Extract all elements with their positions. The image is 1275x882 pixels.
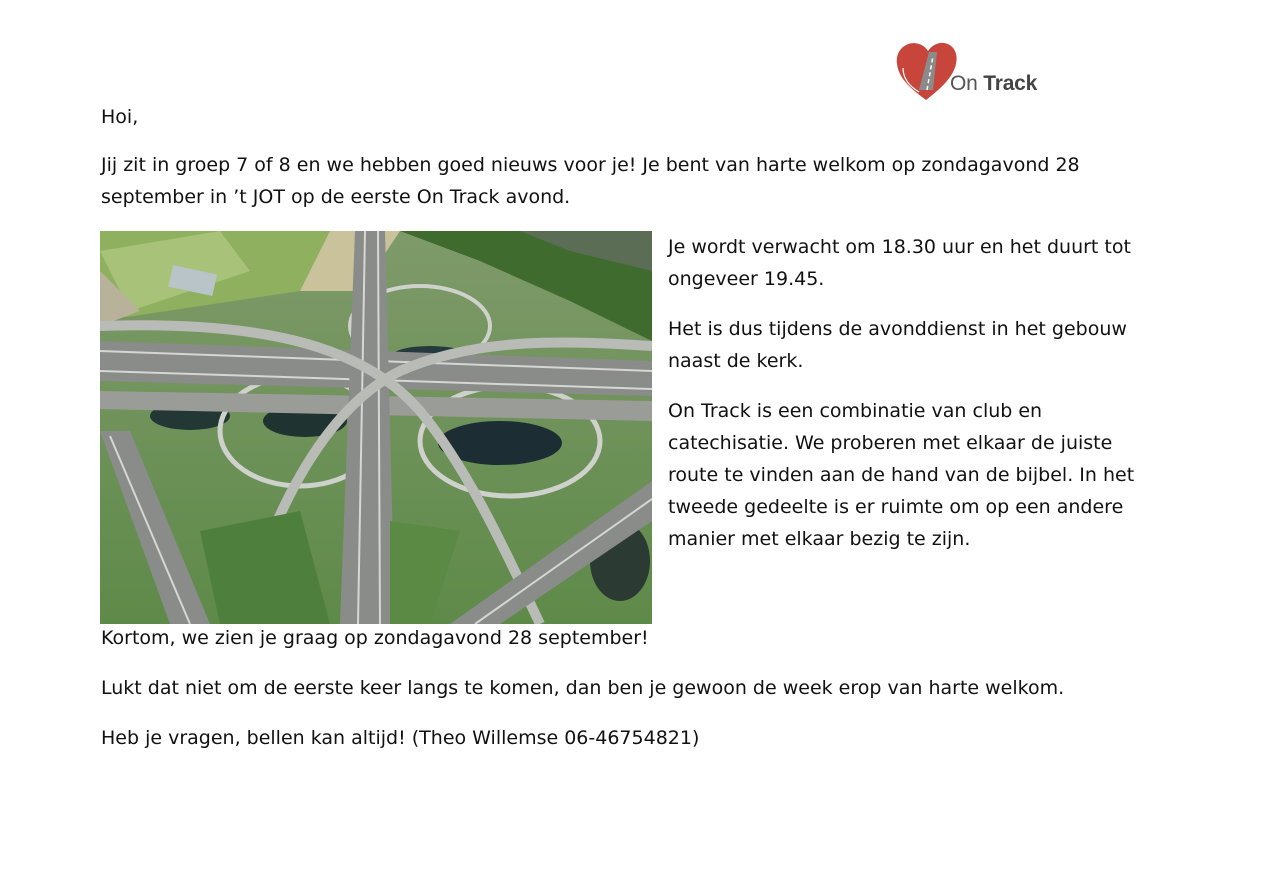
- intro-line-2: september in ’t JOT op de eerste On Track avond.: [101, 186, 571, 208]
- side-p3-line-4: tweede gedeelte is er ruimte om op een andere: [668, 496, 1124, 518]
- side-p2-line-2: naast de kerk.: [668, 350, 804, 372]
- intro-line-1: Jij zit in groep 7 of 8 en we hebben goed nieuws voor je! Je bent van harte welkom op zondagavond 28: [101, 154, 1080, 176]
- side-p1-line-1: Je wordt verwacht om 18.30 uur en het duurt tot: [668, 236, 1131, 258]
- logo-text: On Track: [950, 72, 1038, 95]
- side-p3-line-2: catechisatie. We proberen met elkaar de juiste: [668, 432, 1113, 454]
- closing-line-1: Kortom, we zien je graag op zondagavond 28 september!: [101, 627, 649, 649]
- side-p3-line-5: manier met elkaar bezig te zijn.: [668, 528, 971, 550]
- side-p2-line-1: Het is dus tijdens de avonddienst in het gebouw: [668, 318, 1127, 340]
- on-track-logo: [893, 38, 1053, 102]
- closing-line-3: Heb je vragen, bellen kan altijd! (Theo Willemse 06-46754821): [101, 727, 700, 749]
- highway-interchange-photo: [100, 231, 652, 624]
- side-p3-line-1: On Track is een combinatie van club en: [668, 400, 1043, 422]
- side-p1-line-2: ongeveer 19.45.: [668, 268, 825, 290]
- closing-line-2: Lukt dat niet om de eerste keer langs te komen, dan ben je gewoon de week erop van harte welkom.: [101, 677, 1065, 699]
- side-p3-line-3: route te vinden aan de hand van de bijbel. In het: [668, 464, 1135, 486]
- greeting: Hoi,: [101, 106, 139, 128]
